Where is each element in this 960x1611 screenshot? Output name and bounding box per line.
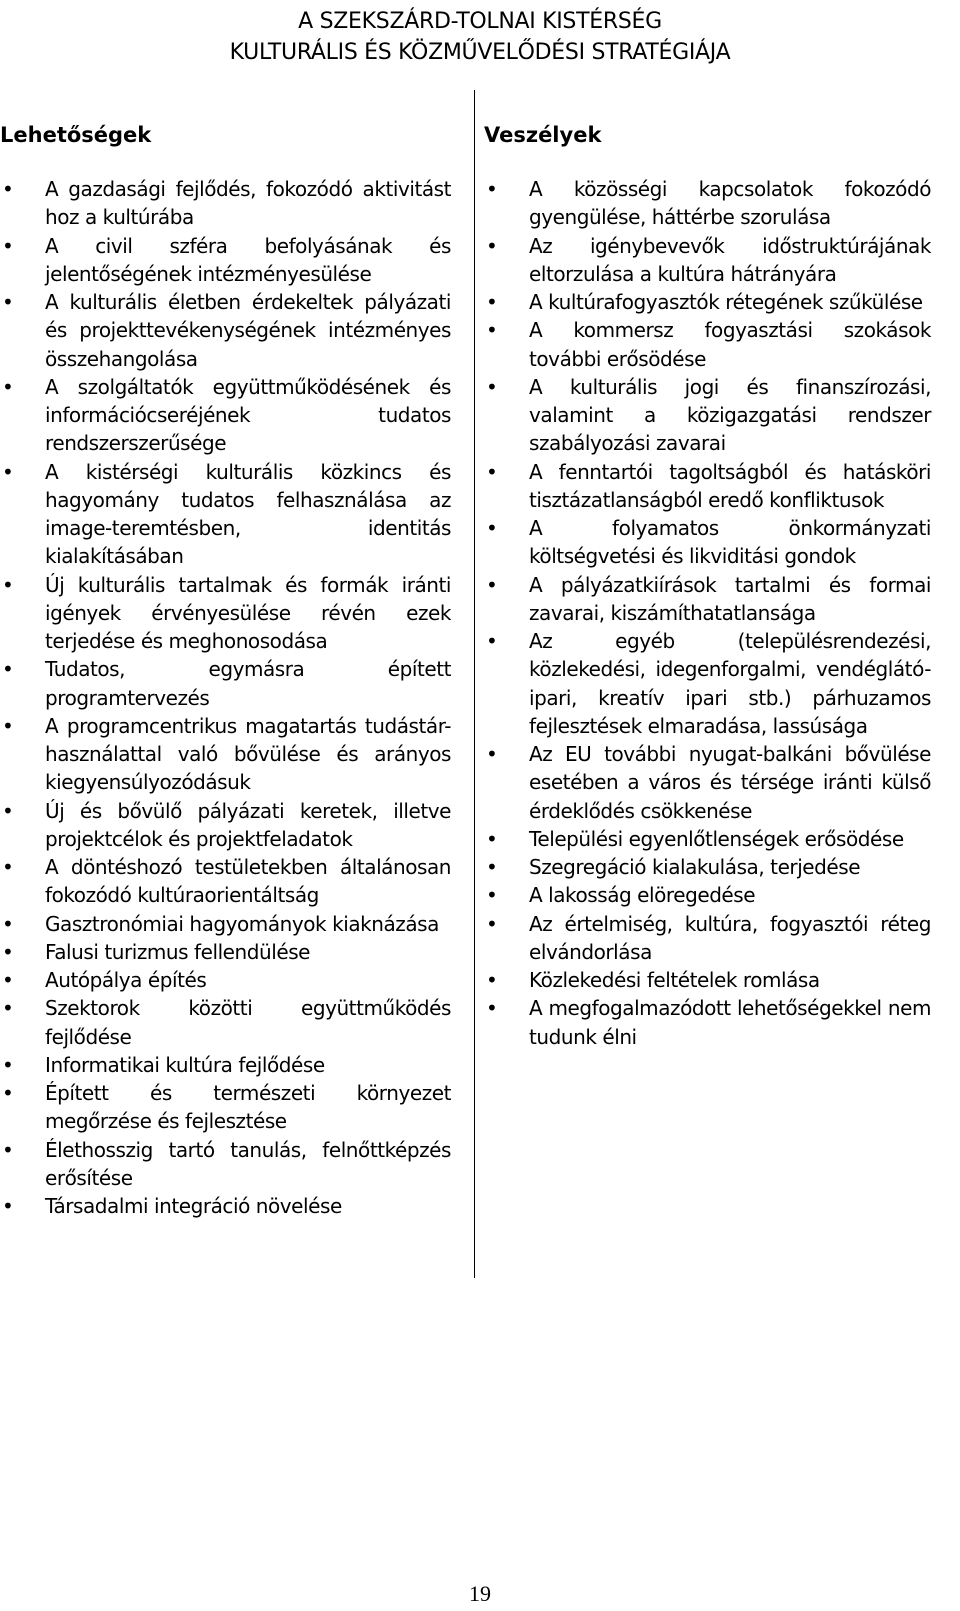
list-item: • A programcentrikus magatartás tudástár-használattal való bővülése és arányos kiegyensúlyozódásuk bbox=[0, 712, 451, 797]
threats-heading: Veszélyek bbox=[484, 123, 602, 147]
list-item: • Az EU további nyugat-balkáni bővülése esetében a város és térsége iránti külső érdeklődés csökkenése bbox=[484, 740, 931, 825]
list-item: • Informatikai kultúra fejlődése bbox=[0, 1051, 451, 1079]
list-item: • Társadalmi integráció növelése bbox=[0, 1192, 451, 1220]
list-item: • A civil szféra befolyásának és jelentőségének intézményesülése bbox=[0, 232, 451, 289]
list-item: • Új és bővülő pályázati keretek, illetve projektcélok és projektfeladatok bbox=[0, 797, 451, 854]
list-item: • A kistérségi kulturális közkincs és hagyomány tudatos felhasználása az image-teremtésben, identitás kialakításában bbox=[0, 458, 451, 571]
list-item: • Az értelmiség, kultúra, fogyasztói réteg elvándorlása bbox=[484, 910, 931, 967]
column-divider bbox=[474, 90, 475, 1278]
header-line-2: KULTURÁLIS ÉS KÖZMŰVELŐDÉSI STRATÉGIÁJA bbox=[229, 40, 731, 65]
list-item: • Tudatos, egymásra épített programtervezés bbox=[0, 655, 451, 712]
list-item: • Települési egyenlőtlenségek erősödése bbox=[484, 825, 931, 853]
list-item: • Szektorok közötti együttműködés fejlődése bbox=[0, 994, 451, 1051]
list-item: • Épített és természeti környezet megőrzése és fejlesztése bbox=[0, 1079, 451, 1136]
list-item: • A kulturális jogi és finanszírozási, valamint a közigazgatási rendszer szabályozási zavarai bbox=[484, 373, 931, 458]
list-item: • A megfogalmazódott lehetőségekkel nem tudunk élni bbox=[484, 994, 931, 1051]
document-header bbox=[0, 6, 960, 68]
list-item: • Gasztronómiai hagyományok kiaknázása bbox=[0, 910, 451, 938]
list-item: • Közlekedési feltételek romlása bbox=[484, 966, 931, 994]
list-item: • A szolgáltatók együttműködésének és információcseréjének tudatos rendszerszerűsége bbox=[0, 373, 451, 458]
list-item: • Az egyéb (településrendezési, közlekedési, idegenforgalmi, vendéglátó-ipari, kreatív ipari stb.) párhuzamos fejlesztések elmaradása, lassúsága bbox=[484, 627, 931, 740]
list-item: • A kultúrafogyasztók rétegének szűkülése bbox=[484, 288, 931, 316]
list-item: • Élethosszig tartó tanulás, felnőttképzés erősítése bbox=[0, 1136, 451, 1193]
list-item: • A gazdasági fejlődés, fokozódó aktivitást hoz a kultúrába bbox=[0, 175, 451, 232]
list-item: • Új kulturális tartalmak és formák iránti igények érvényesülése révén ezek terjedése és meghonosodása bbox=[0, 571, 451, 656]
list-item: • Az igénybevevők időstruktúrájának eltorzulása a kultúra hátrányára bbox=[484, 232, 931, 289]
opportunities-heading: Lehetőségek bbox=[0, 123, 152, 147]
list-item: • A lakosság elöregedése bbox=[484, 881, 931, 909]
list-item: • Falusi turizmus fellendülése bbox=[0, 938, 451, 966]
list-item: • A folyamatos önkormányzati költségvetési és likviditási gondok bbox=[484, 514, 931, 571]
header-line-1: A SZEKSZÁRD-TOLNAI KISTÉRSÉG bbox=[298, 9, 662, 34]
threats-list bbox=[484, 175, 931, 1051]
list-item: • A pályázatkiírások tartalmi és formai zavarai, kiszámíthatatlansága bbox=[484, 571, 931, 628]
list-item: • A kulturális életben érdekeltek pályázati és projekttevékenységének intézményes összehangolása bbox=[0, 288, 451, 373]
list-item: • A közösségi kapcsolatok fokozódó gyengülése, háttérbe szorulása bbox=[484, 175, 931, 232]
page-number: 19 bbox=[469, 1581, 491, 1606]
list-item: • A kommersz fogyasztási szokások további erősödése bbox=[484, 316, 931, 373]
list-item: • Autópálya építés bbox=[0, 966, 451, 994]
list-item: • A fenntartói tagoltságból és hatásköri tisztázatlanságból eredő konfliktusok bbox=[484, 458, 931, 515]
list-item: • A döntéshozó testületekben általánosan fokozódó kultúraorientáltság bbox=[0, 853, 451, 910]
opportunities-list bbox=[0, 175, 451, 1220]
list-item: • Szegregáció kialakulása, terjedése bbox=[484, 853, 931, 881]
